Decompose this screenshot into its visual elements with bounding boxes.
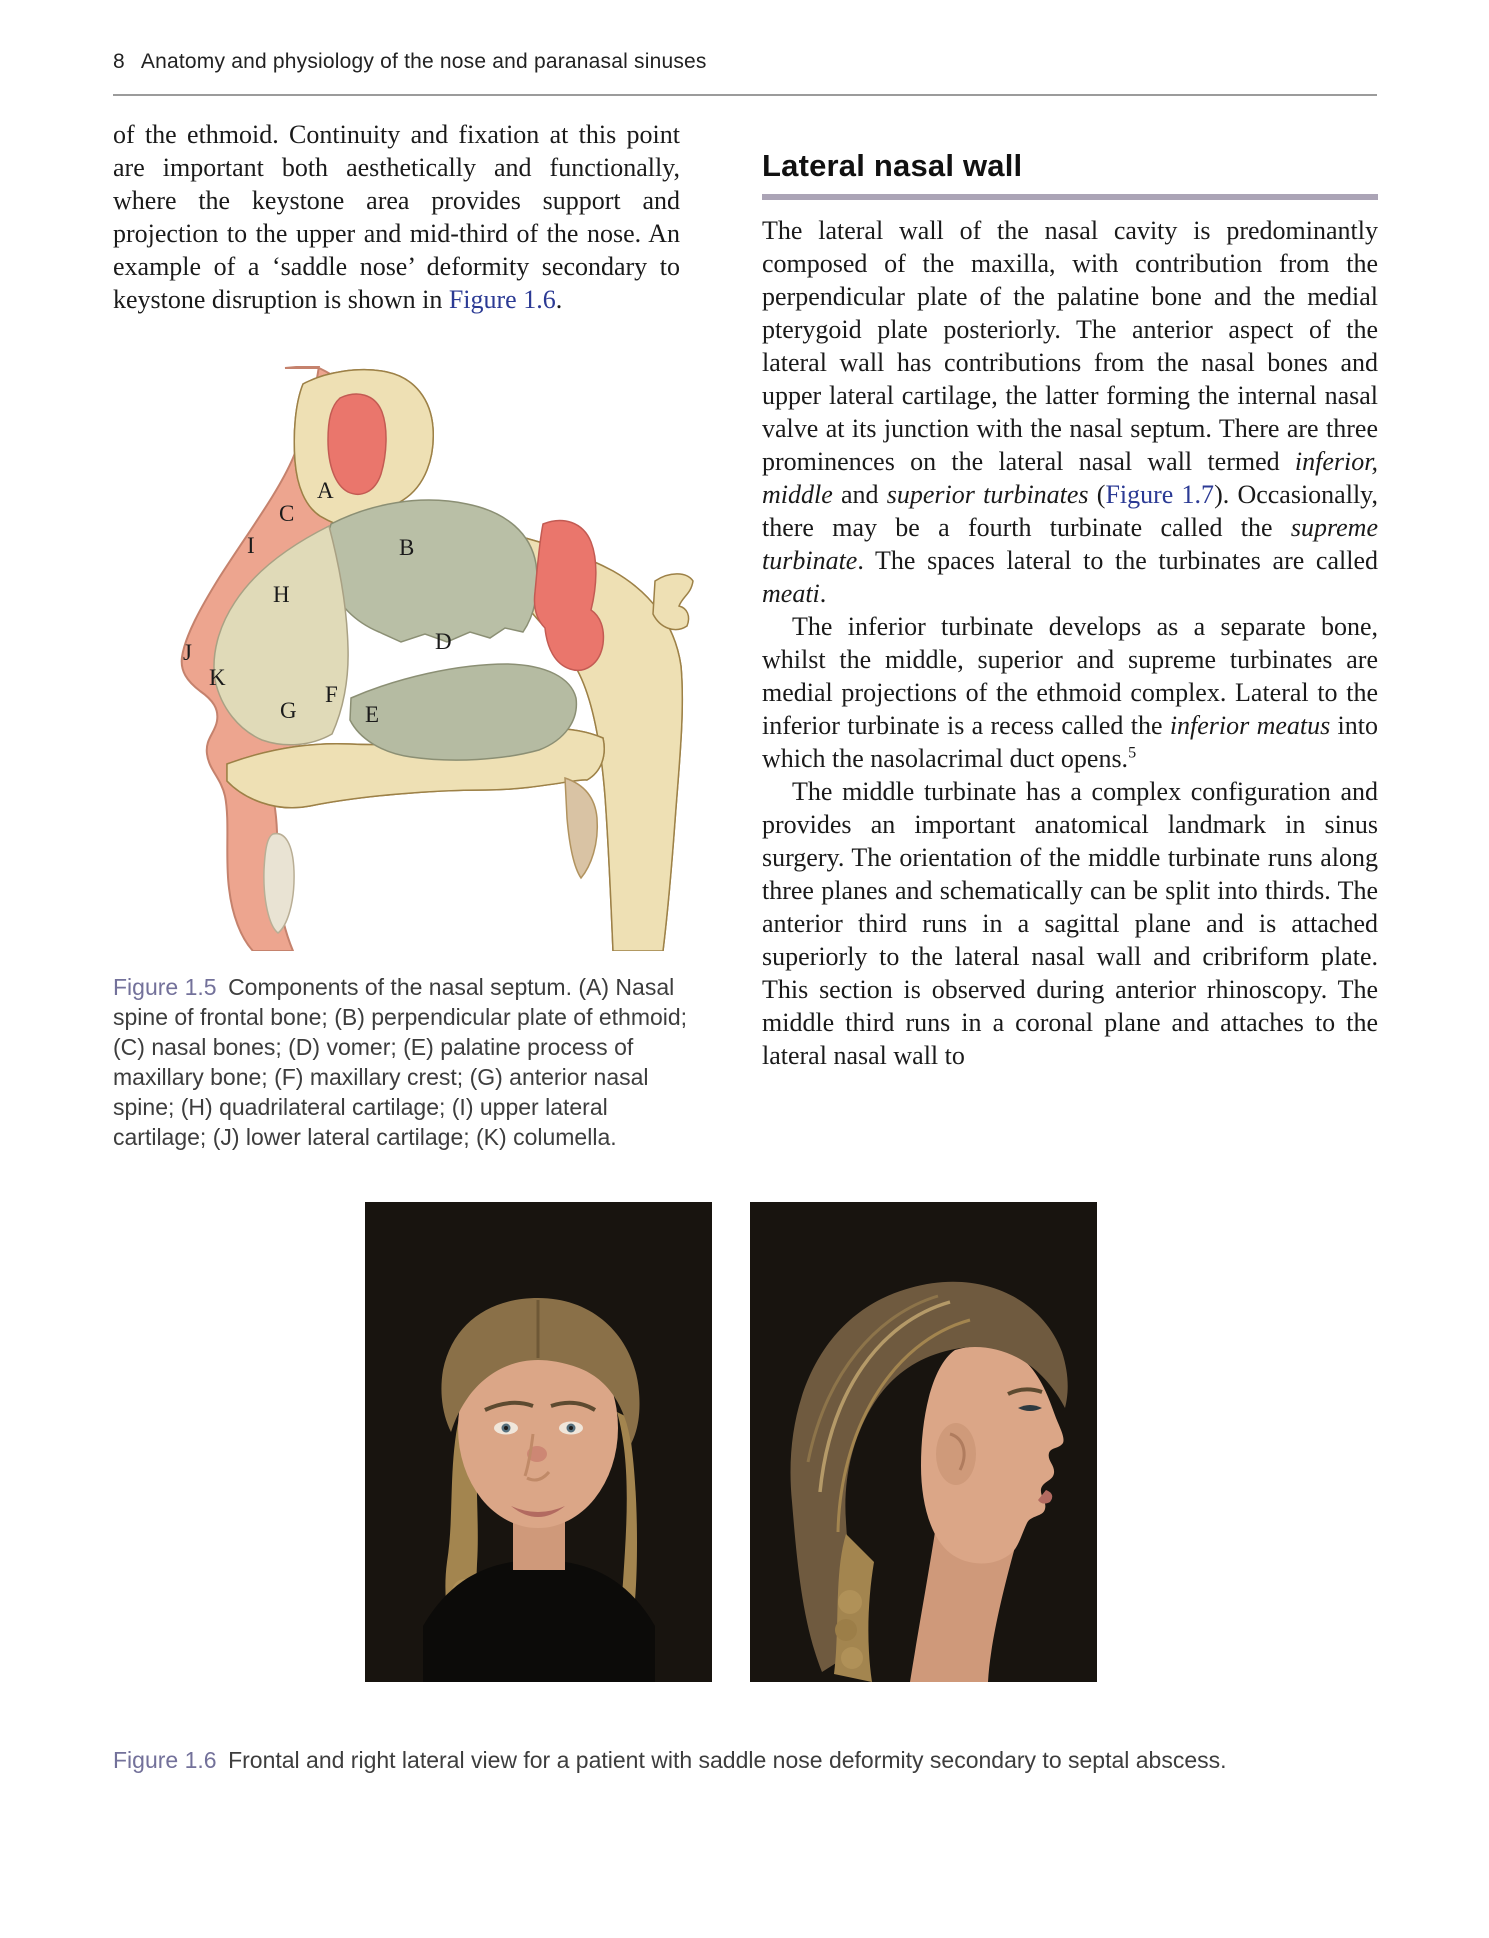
sphenoid-sinus-shape	[534, 521, 603, 671]
photo-frontal-view	[365, 1202, 712, 1682]
figure-1-5-caption: Figure 1.5 Components of the nasal septum. (A) Nasal spine of frontal bone; (B) perpendicular plate of ethmoid; (C) nasal bones; (D) vomer; (E) palatine process of maxillary bone; (F) maxillary crest; (G) anterior nasal spine; (H) quadrilateral cartilage; (I) upper lateral cartilage; (J) lower lateral cartilage; (K) columella.	[113, 974, 688, 1150]
diagram-label-a: A	[317, 478, 334, 503]
diagram-label-j: J	[183, 640, 192, 665]
pterygoid-shape	[565, 778, 597, 878]
running-header	[113, 50, 1377, 74]
frontal-sinus-shape	[328, 394, 386, 494]
section-heading: Lateral nasal wall	[762, 148, 1023, 183]
diagram-label-d: D	[435, 629, 452, 654]
figure-cross-reference-link[interactable]: Figure 1.7	[1105, 480, 1215, 509]
right-column	[762, 148, 1378, 1072]
left-paragraph: of the ethmoid. Continuity and fixation at this point are important both aesthetically and functionally, where the keystone area provides support and projection to the upper and mid-third of the nose. An example of a ‘saddle nose’ deformity secondary to keystone disruption is shown in Figure 1.6.	[113, 120, 680, 314]
chapter-title: Anatomy and physiology of the nose and paranasal sinuses	[140, 50, 707, 73]
figure-1-6-caption: Figure 1.6 Frontal and right lateral view for a patient with saddle nose deformity secondary to septal abscess.	[113, 1747, 1227, 1773]
right-paragraph-3: The middle turbinate has a complex configuration and provides an important anatomical landmark in sinus surgery. The orientation of the middle turbinate runs along three planes and schematically can be split into thirds. The anterior third runs in a sagittal plane and is attached superiorly to the lateral nasal wall and cribriform plate. This section is observed during anterior rhinoscopy. The middle third runs in a coronal plane and attaches to the lateral nasal wall to	[762, 777, 1378, 1070]
bone-process-shape	[653, 574, 693, 630]
right-paragraph-2: The inferior turbinate develops as a separate bone, whilst the middle, superior and supreme turbinates are medial projections of the ethmoid complex. Lateral to the inferior turbinate is a recess called the inferior meatus into which the nasolacrimal duct opens.$^5$	[762, 612, 1378, 773]
diagram-label-i: I	[247, 533, 255, 558]
header-rule	[113, 94, 1377, 96]
diagram-label-f: F	[325, 682, 338, 707]
perpendicular-plate-shape	[326, 500, 537, 642]
diagram-label-c: C	[279, 501, 295, 526]
page-number: 8	[113, 50, 125, 73]
vomer-shape	[350, 664, 576, 760]
diagram-label-b: B	[399, 535, 415, 560]
figure-cross-reference-link[interactable]: Figure 1.6	[448, 285, 556, 314]
left-column	[113, 118, 680, 316]
photo-lateral-view	[750, 1202, 1097, 1682]
figure-1-5-diagram	[135, 366, 695, 951]
diagram-label-g: G	[280, 698, 297, 723]
ear-shape	[936, 1423, 976, 1485]
right-paragraph-1: The lateral wall of the nasal cavity is predominantly composed of the maxilla, with contribution from the perpendicular plate of the palatine bone and the medial pterygoid plate posteriorly. The anterior aspect of the lateral wall has contributions from the nasal bones and upper lateral cartilage, the latter forming the internal nasal valve at its junction with the nasal septum. There are three prominences on the lateral nasal wall termed inferior, middle and superior turbinates (Figure 1.7). Occasionally, there may be a fourth turbinate called the supreme turbinate. The spaces lateral to the turbinates are called meati.	[762, 216, 1378, 608]
section-heading-rule	[762, 194, 1378, 200]
diagram-label-e: E	[365, 702, 380, 727]
diagram-label-k: K	[209, 665, 226, 690]
diagram-label-h: H	[273, 582, 290, 607]
